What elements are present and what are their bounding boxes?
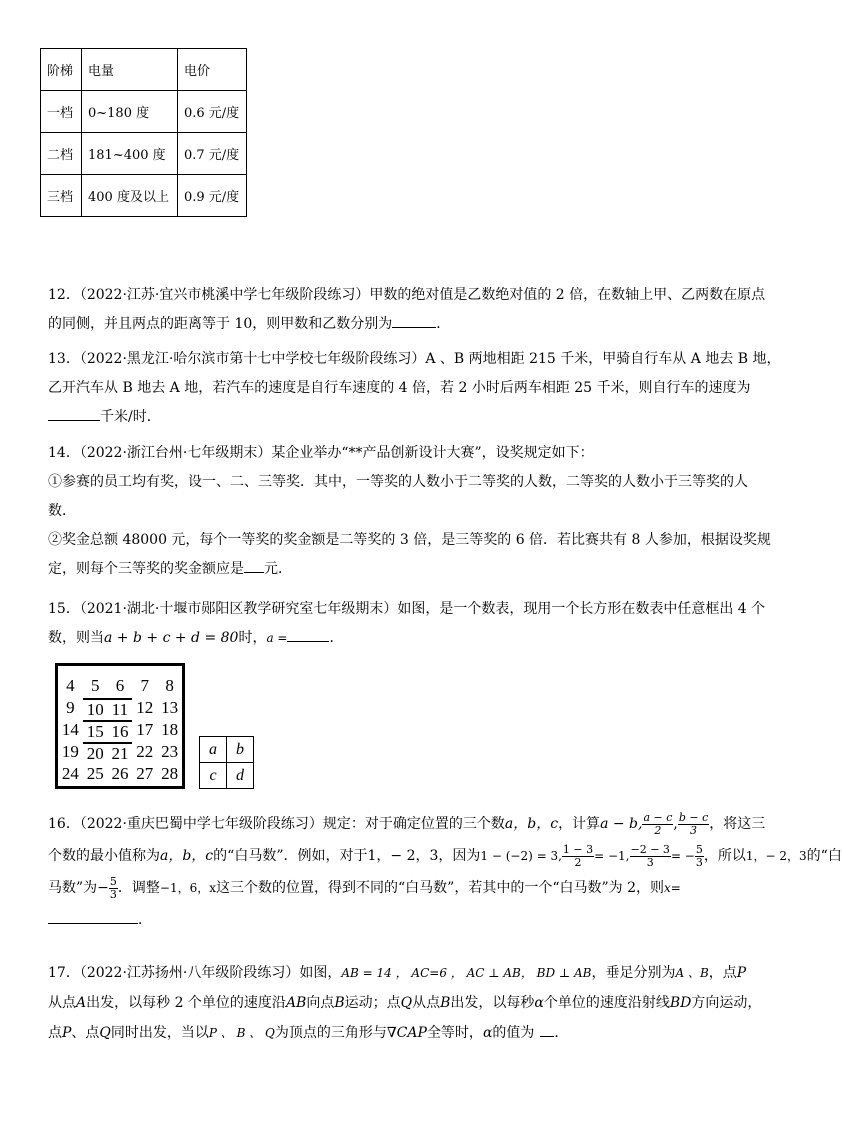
question-text: 16．（2022·重庆巴蜀中学七年级阶段练习）规定：对于确定位置的三个数a，b，c，计算a − b, $\frac{a - c}{2}$ , $\frac{b - c}{3}$ ，将这三 — [48, 810, 766, 837]
grid-number: 24 — [61, 764, 79, 783]
table-header-cell: 阶梯 — [41, 49, 82, 91]
question-15 — [48, 595, 766, 653]
answer-blank[interactable] — [244, 558, 264, 573]
table-header-row — [41, 49, 247, 91]
grid-number: 19 — [61, 742, 79, 761]
table-header-cell: 电价 — [178, 49, 247, 91]
grid-number: 27 — [136, 764, 154, 783]
grid-number: 4 — [66, 676, 75, 695]
question-text: 数． — [48, 503, 76, 519]
answer-blank[interactable] — [540, 1022, 554, 1037]
question-17 — [48, 958, 762, 1048]
grid-number: 13 — [161, 698, 179, 717]
question-text: 定，则每个三等奖的奖金额应是 元． — [48, 555, 756, 584]
fraction: $\frac{-2 - 3}{3}$ — [630, 842, 670, 869]
grid-number: 14 — [61, 720, 79, 739]
table-row — [41, 91, 247, 133]
grid-number: 9 — [66, 698, 75, 717]
question-text: 千米/时． — [48, 403, 756, 432]
grid-row — [58, 698, 182, 720]
question-text: 数，则当a + b + c + d = 80时，a = ． — [48, 624, 756, 653]
answer-blank[interactable] — [48, 909, 138, 924]
question-12 — [48, 281, 766, 339]
question-13 — [48, 345, 781, 432]
grid-number: 17 — [136, 720, 154, 739]
grid-number: 12 — [136, 698, 154, 717]
grid-number: 7 — [140, 676, 150, 695]
grid-number-framed: 10 — [83, 698, 108, 720]
question-text: ②奖金总额 48000 元，每个一等奖的奖金额是二等奖的 3 倍，是三等奖的 6 倍．若比赛共有 8 人参加，根据设奖规 — [48, 532, 771, 548]
question-text: 从点A出发，以每秒 2 个单位的速度沿AB向点B运动；点Q从点B出发，以每秒α个单位的速度沿射线BD方向运动， — [48, 995, 762, 1011]
var-d: d — [227, 763, 254, 789]
grid-number: 26 — [111, 764, 129, 783]
question-text: ． — [48, 904, 756, 936]
grid-number-framed: 11 — [108, 698, 133, 720]
question-text: 点P、点Q同时出发，当以P 、 B 、 Q为顶点的三角形与∇CAP全等时，α的值为 ． — [48, 1018, 756, 1048]
question-text: 17．（2022·江苏扬州·八年级阶段练习）如图，AB = 14 ， AC=6 ， AC ⊥ AB， BD ⊥ AB，垂足分别为A 、B，点P — [48, 965, 747, 981]
table-cell: 二档 — [41, 133, 82, 175]
table-cell: 0.7 元/度 — [178, 133, 247, 175]
grid-number-framed: 20 — [83, 742, 108, 764]
grid-number: 8 — [165, 676, 174, 695]
grid-number: 18 — [161, 720, 179, 739]
abcd-box-figure — [199, 736, 254, 789]
grid-number-framed: 21 — [108, 742, 133, 764]
table-row — [41, 175, 247, 217]
question-text: 马数”为− $\frac{5}{3}$ ．调整−1，6，x这三个数的位置，得到不同的“白马数”，若其中的一个“白马数”为 2，则x= — [48, 874, 681, 901]
question-text: 的同侧，并且两点的距离等于 10，则甲数和乙数分别为 ． — [48, 310, 756, 339]
grid-row — [58, 720, 182, 742]
fraction: $\frac{1 - 3}{2}$ — [562, 842, 594, 869]
answer-blank[interactable] — [392, 313, 436, 328]
grid-number-framed: 15 — [83, 720, 108, 742]
question-text: 15．（2021·湖北·十堰市郧阳区教学研究室七年级期末）如图，是一个数表，现用一个长方形在数表中任意框出 4 个 — [48, 601, 766, 617]
fraction: $\frac{a - c}{2}$ — [643, 810, 673, 837]
var-c: c — [200, 763, 227, 789]
electricity-tariff-table — [40, 48, 247, 217]
var-b: b — [227, 737, 254, 763]
answer-blank[interactable] — [287, 627, 329, 642]
grid-row — [58, 676, 182, 696]
answer-blank[interactable] — [48, 406, 100, 421]
question-14 — [48, 439, 771, 584]
table-cell: 一档 — [41, 91, 82, 133]
question-text: 14．（2022·浙江台州·七年级期末）某企业举办“**产品创新设计大赛”，设奖规定如下： — [48, 445, 594, 461]
table-cell: 0~180 度 — [82, 91, 178, 133]
grid-number: 28 — [161, 764, 179, 783]
fraction: $\frac{5}{3}$ — [695, 842, 703, 869]
question-text: 个数的最小值称为a，b，c的“白马数”．例如，对于1，− 2，3，因为1 − (−2) = 3, $\frac{1 - 3}{2}$ = −1, $\frac{-2 - 3}{3}$ = − $\frac{5}{3}$ ，所以1，− 2，3的“白 — [48, 842, 842, 869]
question-text: ①参赛的员工均有奖，设一、二、三等奖．其中，一等奖的人数小于二等奖的人数，二等奖的人数小于三等奖的人 — [48, 474, 748, 490]
table-row — [41, 133, 247, 175]
table-cell: 0.6 元/度 — [178, 91, 247, 133]
table-header-cell: 电量 — [82, 49, 178, 91]
grid-row — [58, 742, 182, 764]
grid-number: 25 — [86, 764, 104, 783]
table-cell: 三档 — [41, 175, 82, 217]
question-16 — [48, 808, 842, 936]
table-cell: 400 度及以上 — [82, 175, 178, 217]
question-text: 乙开汽车从 B 地去 A 地，若汽车的速度是自行车速度的 4 倍，若 2 小时后两车相距 25 千米，则自行车的速度为 — [48, 380, 751, 396]
grid-number: 5 — [90, 676, 100, 695]
grid-number: 23 — [161, 742, 179, 761]
grid-number: 22 — [136, 742, 154, 761]
question-text: 13．（2022·黑龙江·哈尔滨市第十七中学校七年级阶段练习）A 、B 两地相距 215 千米，甲骑自行车从 A 地去 B 地， — [48, 351, 781, 367]
grid-row — [58, 764, 182, 784]
table-cell: 0.9 元/度 — [178, 175, 247, 217]
grid-number-framed: 16 — [108, 720, 133, 742]
question-text: 12．（2022·江苏·宜兴市桃溪中学七年级阶段练习）甲数的绝对值是乙数绝对值的 2 倍，在数轴上甲、乙两数在原点 — [48, 287, 766, 303]
grid-number: 6 — [115, 676, 125, 695]
number-grid-figure — [55, 663, 185, 789]
table-cell: 181~400 度 — [82, 133, 178, 175]
var-a: a — [200, 737, 227, 763]
fraction: $\frac{5}{3}$ — [109, 874, 117, 901]
fraction: $\frac{b - c}{3}$ — [678, 810, 709, 837]
